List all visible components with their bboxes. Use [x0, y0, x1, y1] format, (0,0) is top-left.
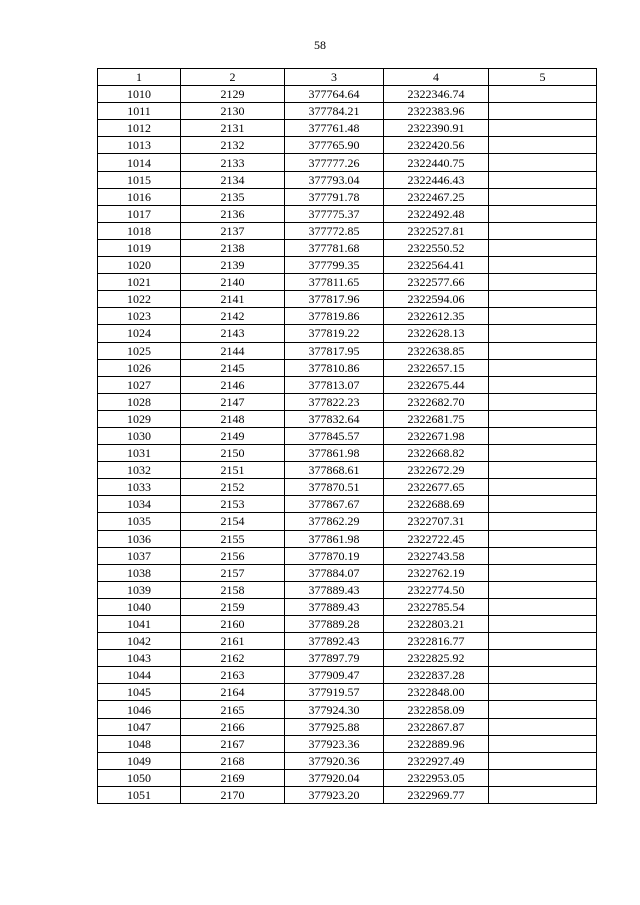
table-cell-col-5	[489, 291, 597, 308]
table-cell-col-2: 2147	[181, 393, 285, 410]
table-cell-col-5	[489, 342, 597, 359]
table-cell-col-2: 2142	[181, 308, 285, 325]
table-cell-col-5	[489, 120, 597, 137]
table-cell-col-3: 377897.79	[285, 650, 384, 667]
table-cell-col-3: 377819.86	[285, 308, 384, 325]
table-cell-col-4: 2322420.56	[384, 137, 489, 154]
table-cell-col-2: 2134	[181, 171, 285, 188]
table-cell-col-4: 2322889.96	[384, 735, 489, 752]
table-header	[98, 69, 597, 86]
table-cell-col-5	[489, 598, 597, 615]
table-cell-col-2: 2169	[181, 769, 285, 786]
table-cell-col-5	[489, 496, 597, 513]
table-cell-col-4: 2322858.09	[384, 701, 489, 718]
table-row	[98, 342, 597, 359]
table-cell-col-3: 377884.07	[285, 564, 384, 581]
table-cell-col-5	[489, 667, 597, 684]
table-cell-col-2: 2132	[181, 137, 285, 154]
table-cell-col-1: 1026	[98, 359, 181, 376]
table-row	[98, 479, 597, 496]
table-row	[98, 308, 597, 325]
table-cell-col-3: 377799.35	[285, 257, 384, 274]
table-cell-col-3: 377861.98	[285, 530, 384, 547]
table-cell-col-5	[489, 308, 597, 325]
table-cell-col-3: 377889.28	[285, 616, 384, 633]
table-cell-col-1: 1027	[98, 376, 181, 393]
table-cell-col-4: 2322577.66	[384, 274, 489, 291]
table-cell-col-4: 2322785.54	[384, 598, 489, 615]
table-cell-col-1: 1019	[98, 239, 181, 256]
table-cell-col-1: 1049	[98, 752, 181, 769]
table-row	[98, 581, 597, 598]
table-cell-col-4: 2322722.45	[384, 530, 489, 547]
table-cell-col-1: 1014	[98, 154, 181, 171]
table-cell-col-4: 2322675.44	[384, 376, 489, 393]
table-cell-col-5	[489, 205, 597, 222]
table-cell-col-5	[489, 513, 597, 530]
table-cell-col-2: 2149	[181, 427, 285, 444]
table-cell-col-5	[489, 410, 597, 427]
table-cell-col-5	[489, 616, 597, 633]
table-cell-col-3: 377791.78	[285, 188, 384, 205]
table-cell-col-3: 377920.36	[285, 752, 384, 769]
table-row	[98, 735, 597, 752]
table-row	[98, 496, 597, 513]
table-cell-col-1: 1033	[98, 479, 181, 496]
table-cell-col-5	[489, 154, 597, 171]
table-cell-col-4: 2322682.70	[384, 393, 489, 410]
table-cell-col-1: 1022	[98, 291, 181, 308]
table-body	[98, 86, 597, 804]
table-cell-col-3: 377868.61	[285, 462, 384, 479]
table-cell-col-2: 2160	[181, 616, 285, 633]
table-cell-col-5	[489, 684, 597, 701]
table-cell-col-1: 1013	[98, 137, 181, 154]
table-cell-col-5	[489, 376, 597, 393]
table-cell-col-3: 377892.43	[285, 633, 384, 650]
table-cell-col-1: 1051	[98, 786, 181, 803]
table-cell-col-3: 377870.51	[285, 479, 384, 496]
table-cell-col-4: 2322657.15	[384, 359, 489, 376]
table-cell-col-4: 2322681.75	[384, 410, 489, 427]
table-cell-col-3: 377810.86	[285, 359, 384, 376]
table-cell-col-2: 2141	[181, 291, 285, 308]
table-cell-col-4: 2322969.77	[384, 786, 489, 803]
table-cell-col-3: 377819.22	[285, 325, 384, 342]
table-row	[98, 445, 597, 462]
table-cell-col-5	[489, 427, 597, 444]
table-cell-col-3: 377889.43	[285, 598, 384, 615]
table-cell-col-2: 2154	[181, 513, 285, 530]
table-cell-col-2: 2148	[181, 410, 285, 427]
table-cell-col-3: 377777.26	[285, 154, 384, 171]
table-cell-col-1: 1021	[98, 274, 181, 291]
table-cell-col-2: 2139	[181, 257, 285, 274]
table-cell-col-2: 2131	[181, 120, 285, 137]
table-row	[98, 239, 597, 256]
table-cell-col-4: 2322672.29	[384, 462, 489, 479]
column-header-4: 4	[384, 69, 489, 86]
table-cell-col-2: 2152	[181, 479, 285, 496]
column-header-5: 5	[489, 69, 597, 86]
table-cell-col-1: 1038	[98, 564, 181, 581]
table-cell-col-5	[489, 718, 597, 735]
table-cell-col-1: 1034	[98, 496, 181, 513]
table-cell-col-2: 2146	[181, 376, 285, 393]
table-cell-col-3: 377919.57	[285, 684, 384, 701]
column-header-2: 2	[181, 69, 285, 86]
table-cell-col-5	[489, 530, 597, 547]
table-cell-col-4: 2322628.13	[384, 325, 489, 342]
table-cell-col-3: 377867.67	[285, 496, 384, 513]
table-cell-col-1: 1044	[98, 667, 181, 684]
coordinates-table	[97, 68, 597, 804]
table-cell-col-2: 2130	[181, 103, 285, 120]
table-cell-col-2: 2138	[181, 239, 285, 256]
table-cell-col-5	[489, 325, 597, 342]
table-cell-col-4: 2322927.49	[384, 752, 489, 769]
table-cell-col-4: 2322594.06	[384, 291, 489, 308]
table-cell-col-1: 1017	[98, 205, 181, 222]
table-cell-col-2: 2161	[181, 633, 285, 650]
table-cell-col-2: 2153	[181, 496, 285, 513]
table-row	[98, 530, 597, 547]
table-row	[98, 291, 597, 308]
column-header-3: 3	[285, 69, 384, 86]
table-cell-col-2: 2170	[181, 786, 285, 803]
table-row	[98, 616, 597, 633]
table-cell-col-5	[489, 103, 597, 120]
table-row	[98, 325, 597, 342]
table-cell-col-4: 2322346.74	[384, 86, 489, 103]
table-cell-col-5	[489, 137, 597, 154]
table-cell-col-1: 1035	[98, 513, 181, 530]
table-row	[98, 257, 597, 274]
table-row	[98, 410, 597, 427]
table-cell-col-4: 2322440.75	[384, 154, 489, 171]
table-cell-col-5	[489, 786, 597, 803]
table-cell-col-4: 2322550.52	[384, 239, 489, 256]
table-row	[98, 513, 597, 530]
table-row	[98, 393, 597, 410]
table-cell-col-1: 1032	[98, 462, 181, 479]
table-cell-col-5	[489, 752, 597, 769]
table-cell-col-1: 1042	[98, 633, 181, 650]
table-row	[98, 154, 597, 171]
table-cell-col-4: 2322527.81	[384, 222, 489, 239]
table-cell-col-2: 2144	[181, 342, 285, 359]
table-cell-col-1: 1031	[98, 445, 181, 462]
table-row	[98, 769, 597, 786]
table-row	[98, 103, 597, 120]
table-row	[98, 462, 597, 479]
table-row	[98, 120, 597, 137]
table-row	[98, 684, 597, 701]
table-cell-col-1: 1047	[98, 718, 181, 735]
table-cell-col-4: 2322383.96	[384, 103, 489, 120]
table-cell-col-2: 2166	[181, 718, 285, 735]
table-row	[98, 86, 597, 103]
table-cell-col-1: 1046	[98, 701, 181, 718]
table-cell-col-1: 1016	[98, 188, 181, 205]
table-cell-col-2: 2129	[181, 86, 285, 103]
table-cell-col-3: 377817.96	[285, 291, 384, 308]
table-row	[98, 274, 597, 291]
table-cell-col-3: 377920.04	[285, 769, 384, 786]
table-cell-col-3: 377832.64	[285, 410, 384, 427]
table-cell-col-1: 1028	[98, 393, 181, 410]
table-cell-col-3: 377765.90	[285, 137, 384, 154]
table-cell-col-1: 1024	[98, 325, 181, 342]
table-cell-col-3: 377923.36	[285, 735, 384, 752]
table-cell-col-2: 2156	[181, 547, 285, 564]
table-cell-col-2: 2162	[181, 650, 285, 667]
column-header-1: 1	[98, 69, 181, 86]
table-cell-col-2: 2135	[181, 188, 285, 205]
table-row	[98, 171, 597, 188]
table-row	[98, 650, 597, 667]
table-cell-col-5	[489, 462, 597, 479]
table-cell-col-5	[489, 393, 597, 410]
table-cell-col-1: 1045	[98, 684, 181, 701]
table-cell-col-4: 2322774.50	[384, 581, 489, 598]
table-cell-col-5	[489, 633, 597, 650]
table-cell-col-1: 1011	[98, 103, 181, 120]
table-cell-col-3: 377862.29	[285, 513, 384, 530]
table-cell-col-5	[489, 86, 597, 103]
table-row	[98, 752, 597, 769]
table-cell-col-3: 377909.47	[285, 667, 384, 684]
table-row	[98, 786, 597, 803]
table-row	[98, 667, 597, 684]
table-cell-col-1: 1041	[98, 616, 181, 633]
table-cell-col-5	[489, 735, 597, 752]
table-cell-col-5	[489, 547, 597, 564]
table-row	[98, 205, 597, 222]
table-cell-col-4: 2322803.21	[384, 616, 489, 633]
table-cell-col-2: 2164	[181, 684, 285, 701]
table-cell-col-4: 2322848.00	[384, 684, 489, 701]
table-cell-col-4: 2322668.82	[384, 445, 489, 462]
table-cell-col-4: 2322837.28	[384, 667, 489, 684]
table-cell-col-2: 2155	[181, 530, 285, 547]
table-cell-col-3: 377793.04	[285, 171, 384, 188]
table-cell-col-4: 2322564.41	[384, 257, 489, 274]
table-cell-col-4: 2322816.77	[384, 633, 489, 650]
table-cell-col-3: 377925.88	[285, 718, 384, 735]
table-cell-col-5	[489, 769, 597, 786]
table-cell-col-2: 2163	[181, 667, 285, 684]
table-cell-col-5	[489, 257, 597, 274]
table-cell-col-2: 2133	[181, 154, 285, 171]
table-cell-col-3: 377761.48	[285, 120, 384, 137]
table-cell-col-2: 2168	[181, 752, 285, 769]
table-row	[98, 598, 597, 615]
table-cell-col-1: 1020	[98, 257, 181, 274]
table-cell-col-4: 2322688.69	[384, 496, 489, 513]
table-cell-col-2: 2159	[181, 598, 285, 615]
table-cell-col-2: 2167	[181, 735, 285, 752]
table-row	[98, 427, 597, 444]
table-cell-col-3: 377870.19	[285, 547, 384, 564]
table-cell-col-5	[489, 701, 597, 718]
table-cell-col-4: 2322953.05	[384, 769, 489, 786]
table-cell-col-2: 2158	[181, 581, 285, 598]
table-cell-col-2: 2140	[181, 274, 285, 291]
page-number: 58	[314, 38, 326, 52]
table-cell-col-1: 1040	[98, 598, 181, 615]
table-cell-col-2: 2143	[181, 325, 285, 342]
table-cell-col-1: 1018	[98, 222, 181, 239]
table-cell-col-4: 2322671.98	[384, 427, 489, 444]
table-cell-col-3: 377784.21	[285, 103, 384, 120]
table-cell-col-4: 2322707.31	[384, 513, 489, 530]
table-cell-col-1: 1030	[98, 427, 181, 444]
table-cell-col-5	[489, 479, 597, 496]
table-cell-col-2: 2145	[181, 359, 285, 376]
table-cell-col-5	[489, 445, 597, 462]
table-cell-col-4: 2322612.35	[384, 308, 489, 325]
table-row	[98, 633, 597, 650]
table-row	[98, 701, 597, 718]
table-cell-col-2: 2157	[181, 564, 285, 581]
table-cell-col-5	[489, 188, 597, 205]
table-cell-col-1: 1039	[98, 581, 181, 598]
table-cell-col-5	[489, 359, 597, 376]
table-cell-col-4: 2322638.85	[384, 342, 489, 359]
table-cell-col-1: 1015	[98, 171, 181, 188]
table-cell-col-3: 377861.98	[285, 445, 384, 462]
table-cell-col-5	[489, 171, 597, 188]
table-cell-col-3: 377845.57	[285, 427, 384, 444]
table-cell-col-1: 1043	[98, 650, 181, 667]
table-cell-col-5	[489, 564, 597, 581]
table-cell-col-4: 2322677.65	[384, 479, 489, 496]
table-cell-col-1: 1010	[98, 86, 181, 103]
header-row	[98, 69, 597, 86]
table-cell-col-1: 1012	[98, 120, 181, 137]
table-cell-col-2: 2150	[181, 445, 285, 462]
table-cell-col-1: 1050	[98, 769, 181, 786]
table-row	[98, 359, 597, 376]
table-cell-col-5	[489, 581, 597, 598]
table-cell-col-4: 2322467.25	[384, 188, 489, 205]
table-cell-col-1: 1025	[98, 342, 181, 359]
table-cell-col-3: 377775.37	[285, 205, 384, 222]
table-cell-col-5	[489, 222, 597, 239]
table-row	[98, 376, 597, 393]
table-row	[98, 137, 597, 154]
table-cell-col-3: 377822.23	[285, 393, 384, 410]
table-cell-col-1: 1036	[98, 530, 181, 547]
table-cell-col-4: 2322446.43	[384, 171, 489, 188]
table-row	[98, 718, 597, 735]
table-row	[98, 222, 597, 239]
table-cell-col-2: 2151	[181, 462, 285, 479]
table-cell-col-2: 2165	[181, 701, 285, 718]
table-cell-col-2: 2136	[181, 205, 285, 222]
table-cell-col-4: 2322492.48	[384, 205, 489, 222]
table-row	[98, 547, 597, 564]
table-cell-col-1: 1029	[98, 410, 181, 427]
table-cell-col-3: 377889.43	[285, 581, 384, 598]
table-cell-col-4: 2322825.92	[384, 650, 489, 667]
table-cell-col-3: 377924.30	[285, 701, 384, 718]
table-cell-col-4: 2322390.91	[384, 120, 489, 137]
table-cell-col-4: 2322762.19	[384, 564, 489, 581]
table-cell-col-5	[489, 650, 597, 667]
table-cell-col-3: 377764.64	[285, 86, 384, 103]
table-cell-col-3: 377813.07	[285, 376, 384, 393]
table-cell-col-4: 2322743.58	[384, 547, 489, 564]
table-cell-col-3: 377923.20	[285, 786, 384, 803]
table-cell-col-1: 1023	[98, 308, 181, 325]
table-cell-col-2: 2137	[181, 222, 285, 239]
table-cell-col-1: 1048	[98, 735, 181, 752]
table-cell-col-5	[489, 239, 597, 256]
table-cell-col-3: 377811.65	[285, 274, 384, 291]
table-cell-col-1: 1037	[98, 547, 181, 564]
table-row	[98, 564, 597, 581]
table-row	[98, 188, 597, 205]
table-cell-col-4: 2322867.87	[384, 718, 489, 735]
table-cell-col-3: 377817.95	[285, 342, 384, 359]
table-cell-col-3: 377772.85	[285, 222, 384, 239]
table-cell-col-5	[489, 274, 597, 291]
table-cell-col-3: 377781.68	[285, 239, 384, 256]
